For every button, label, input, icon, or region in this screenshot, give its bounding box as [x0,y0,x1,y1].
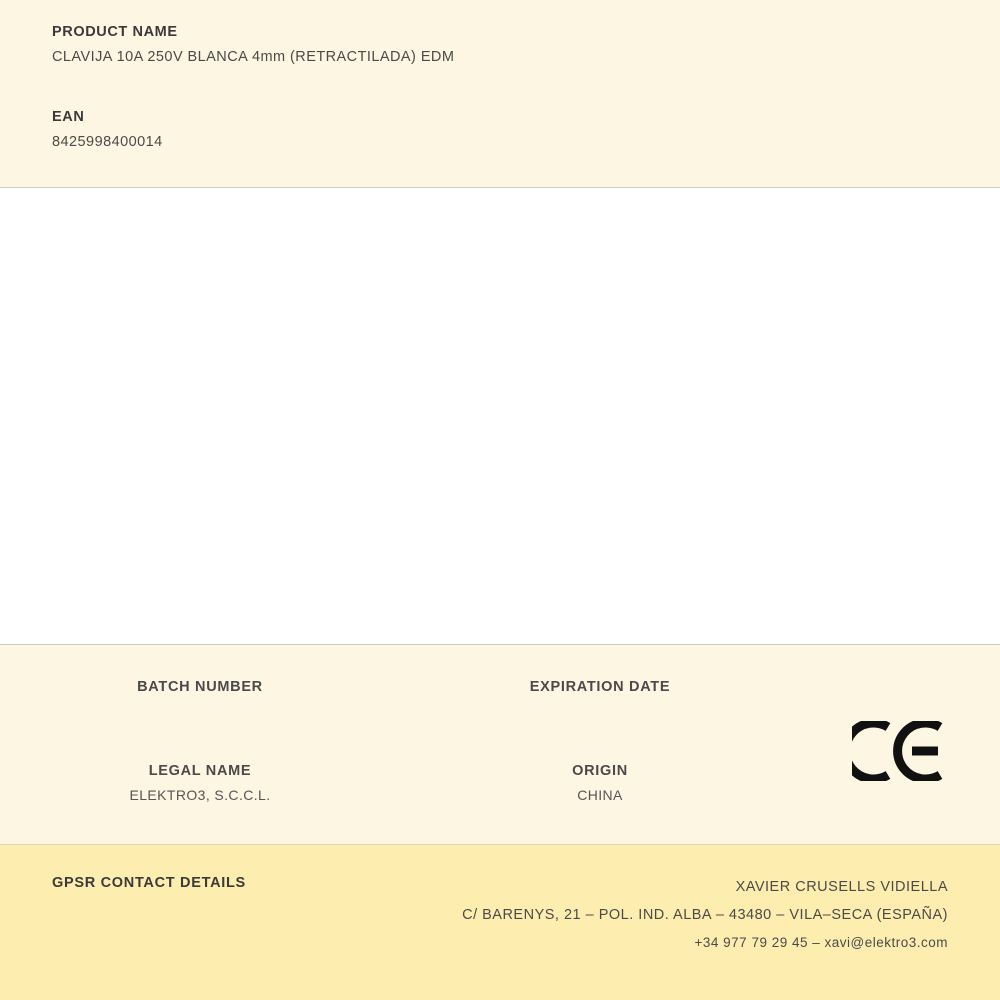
legal-name-label: LEGAL NAME [148,763,252,779]
ean-value: 8425998400014 [52,134,163,150]
batch-number-column [0,679,400,719]
ce-marking-icon [852,721,948,781]
origin-column [400,763,800,803]
contact-address: C/ BARENYS, 21 – POL. IND. ALBA – 43480 – VILA–SECA (ESPAÑA) [462,907,948,923]
legal-name-value: ELEKTRO3, S.C.C.L. [129,787,271,803]
product-name-label: PRODUCT NAME [52,24,178,40]
contact-phone-email: +34 977 79 29 45 – xavi@elektro3.com [694,935,948,950]
gpsr-contact-label: GPSR CONTACT DETAILS [52,875,246,891]
footer-section [0,845,1000,1000]
ean-label: EAN [52,109,85,125]
batch-number-label: BATCH NUMBER [137,679,263,695]
info-row-bottom [0,719,1000,803]
header-section [0,0,1000,188]
gpsr-contact-details [462,873,948,957]
info-row-top [0,645,1000,719]
origin-value: CHINA [577,787,623,803]
product-name-value: CLAVIJA 10A 250V BLANCA 4mm (RETRACTILADA) EDM [52,49,455,65]
contact-name: XAVIER CRUSELLS VIDIELLA [735,879,948,895]
expiration-date-value [400,703,800,719]
origin-label: ORIGIN [572,763,628,779]
batch-number-value [0,703,400,719]
expiration-date-label: EXPIRATION DATE [529,679,671,695]
legal-name-column [0,763,400,803]
info-panel [0,645,1000,845]
product-image-area [0,188,1000,645]
product-name-group [52,24,948,65]
expiration-date-column [400,679,800,719]
ean-group [52,109,948,150]
